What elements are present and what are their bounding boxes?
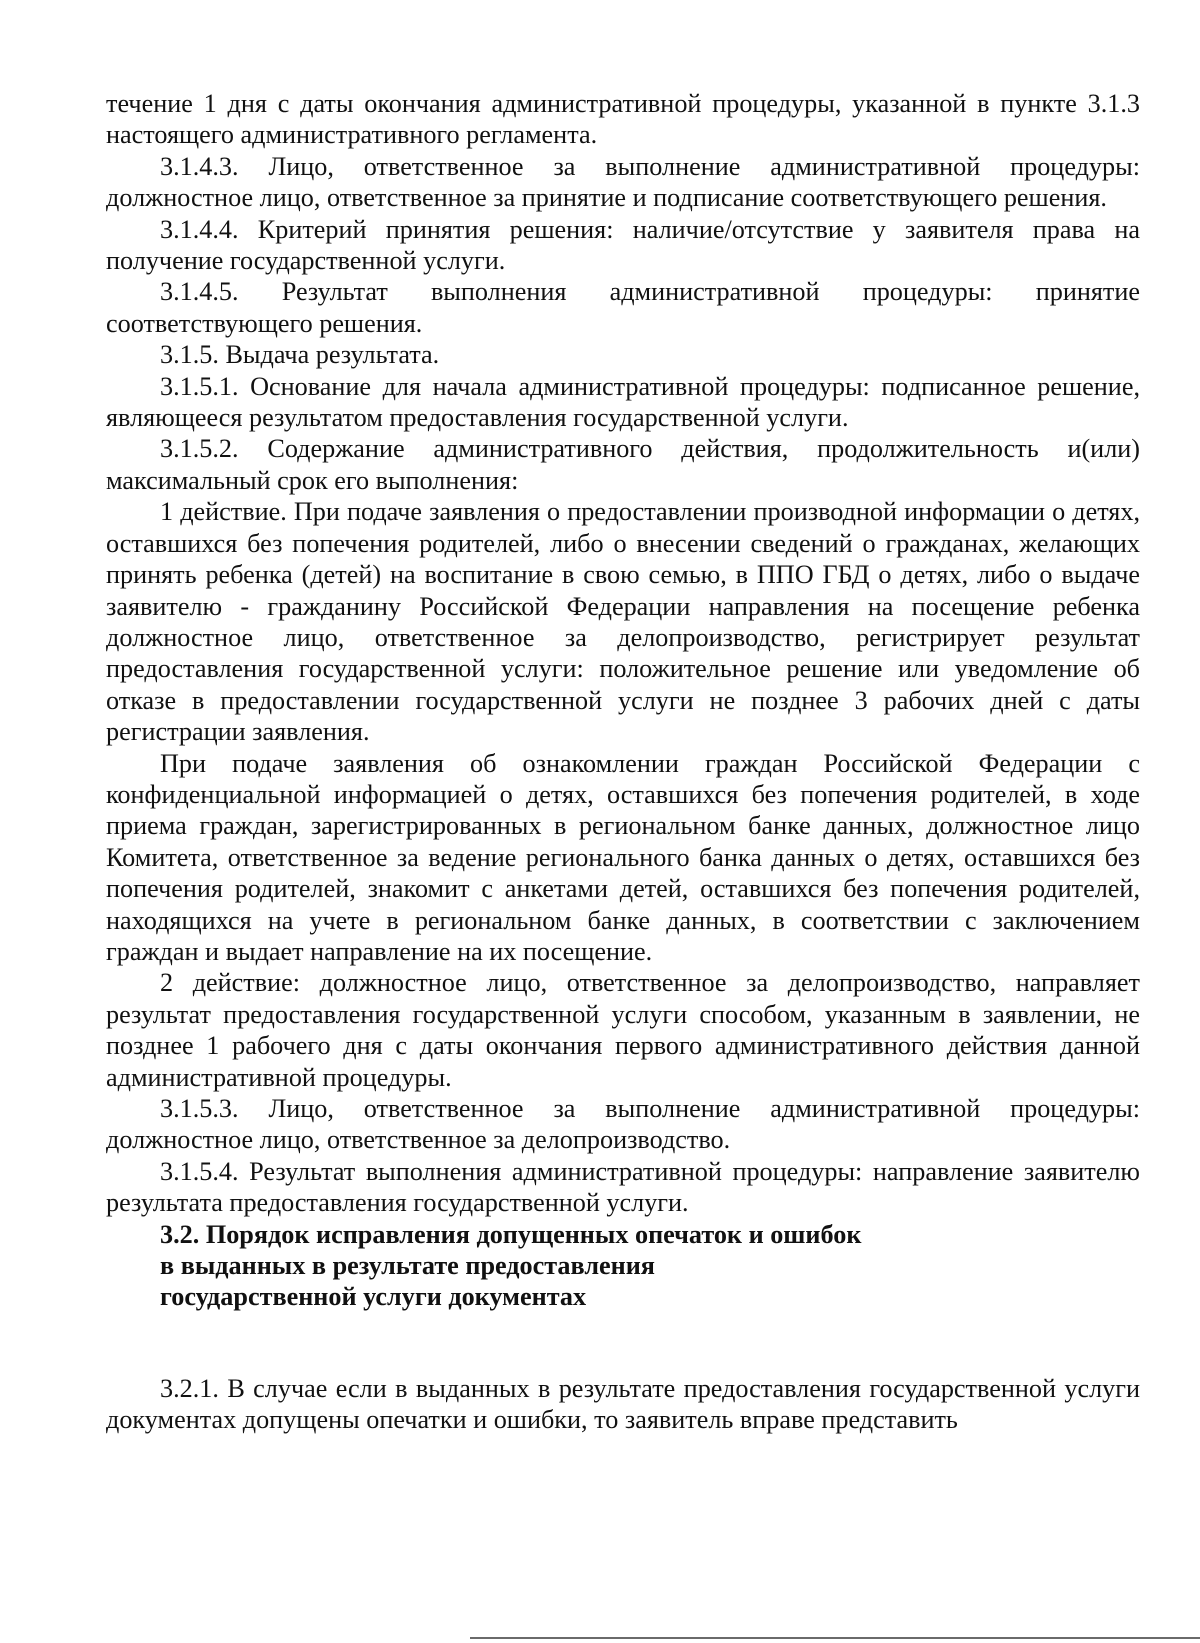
section-heading-line-3: государственной услуги документах xyxy=(160,1282,587,1312)
paragraph-3-1-5-3: 3.1.5.3. Лицо, ответственное за выполнение административной процедуры: должностное лицо, ответственное за делопроизводство. xyxy=(106,1094,1140,1155)
paragraph-action-2: 2 действие: должностное лицо, ответственное за делопроизводство, направляет результат предоставления государственной услуги способом, указанным в заявлении, не позднее 1 рабочего дня с даты окончания первого административного действия данной административной процедуры. xyxy=(106,968,1140,1092)
section-heading-line-2: в выданных в результате предоставления xyxy=(160,1251,655,1281)
paragraph-3-2-1: 3.2.1. В случае если в выданных в результате предоставления государственной услуги документах допущены опечатки и ошибки, то заявитель вправе представить xyxy=(106,1373,1140,1435)
section-heading-3-2 xyxy=(106,1219,1140,1313)
paragraph-3-1-5-1: 3.1.5.1. Основание для начала административной процедуры: подписанное решение, являющееся результатом предоставления государственной услуги. xyxy=(106,371,1140,433)
paragraph-confidential-info: При подаче заявления об ознакомлении граждан Российской Федерации с конфиденциальной информацией о детях, оставшихся без попечения родителей, в ходе приема граждан, зарегистрированных в региональном банке данных, должностное лицо Комитета, ответственное за ведение регионального банка данных о детях, оставшихся без попечения родителей, знакомит с анкетами детей, оставшихся без попечения родителей, находящихся на учете в региональном банке данных, в соответствии с заключением граждан и выдает направление на их посещение. xyxy=(106,748,1140,966)
paragraph-3-1-4-5: 3.1.4.5. Результат выполнения административной процедуры: принятие соответствующего решения. xyxy=(106,277,1140,338)
paragraph-3-1-4-3: 3.1.4.3. Лицо, ответственное за выполнение административной процедуры: должностное лицо, ответственное за принятие и подписание соответствующего решения. xyxy=(106,151,1140,213)
section-heading-line-1: 3.2. Порядок исправления допущенных опечаток и ошибок xyxy=(160,1219,862,1249)
paragraph-3-1-5-2: 3.1.5.2. Содержание административного действия, продолжительность и(или) максимальный срок его выполнения: xyxy=(106,434,1140,495)
page-bottom-edge xyxy=(470,1637,1200,1639)
document-body xyxy=(106,88,1140,1436)
paragraph-action-1: 1 действие. При подаче заявления о предоставлении производной информации о детях, оставшихся без попечения родителей, либо о внесении сведений о гражданах, желающих принять ребенка (детей) на воспитание в свою семью, в ППО ГБД о детях, либо о выдаче заявителю - гражданину Российской Федерации направления на посещение ребенка должностное лицо, ответственное за делопроизводство, регистрирует результат предоставления государственной услуги: положительное решение или уведомление об отказе в предоставлении государственной услуги не позднее 3 рабочих дней с даты регистрации заявления. xyxy=(106,497,1140,747)
paragraph-3-1-4-4: 3.1.4.4. Критерий принятия решения: наличие/отсутствие у заявителя права на получение государственной услуги. xyxy=(106,214,1140,276)
paragraph-3-1-5-4: 3.1.5.4. Результат выполнения административной процедуры: направление заявителю результата предоставления государственной услуги. xyxy=(106,1156,1140,1218)
paragraph-3-1-5: 3.1.5. Выдача результата. xyxy=(160,340,440,370)
paragraph-1: течение 1 дня с даты окончания административной процедуры, указанной в пункте 3.1.3 настоящего административного регламента. xyxy=(106,89,1140,150)
